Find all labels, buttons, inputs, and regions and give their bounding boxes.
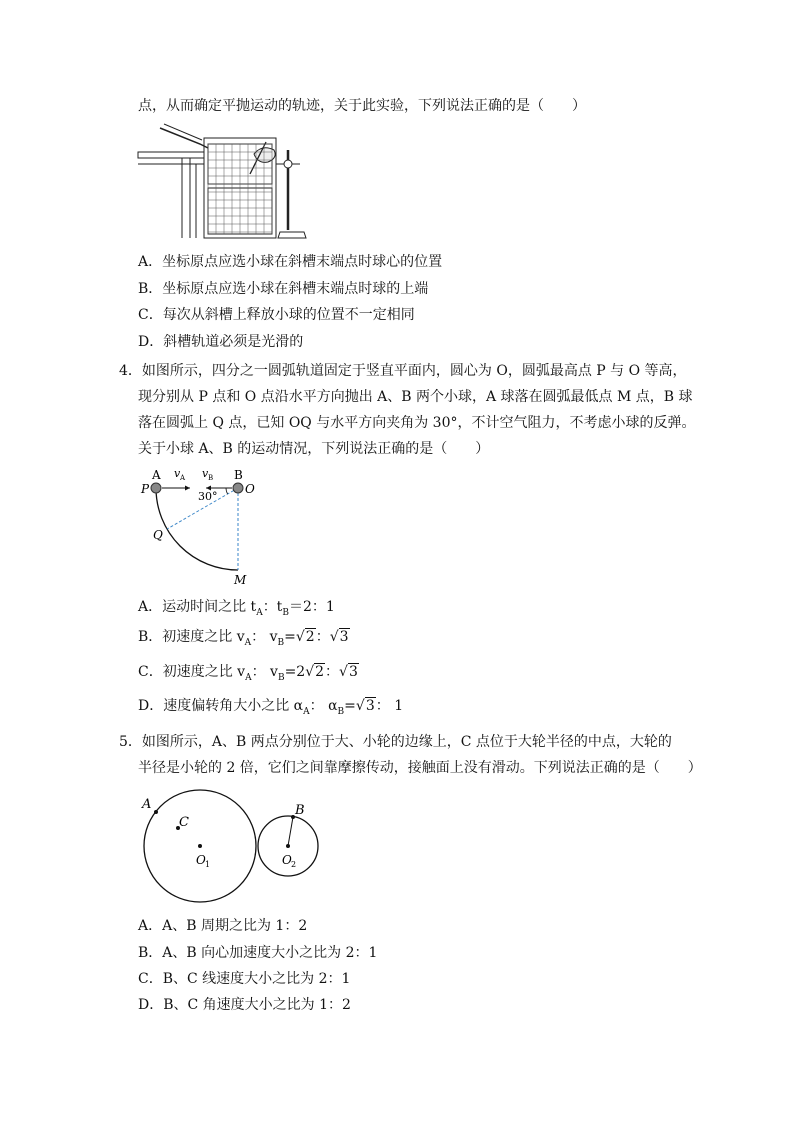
point-a xyxy=(154,810,158,814)
q5-option-b: B．A、B 向心加速度大小之比为 2：1 xyxy=(138,945,378,961)
q3-option-a: A．坐标原点应选小球在斜槽末端点时球心的位置 xyxy=(138,254,443,270)
label-p: P xyxy=(141,482,150,496)
arc-track xyxy=(156,488,238,570)
label-va-sub: A xyxy=(180,474,186,482)
q4-option-b: B．初速度之比 $v_A$： $v_B=√2$：√3 xyxy=(138,629,349,648)
label-c: C xyxy=(179,815,189,830)
label-o: O xyxy=(245,482,255,496)
label-q: Q xyxy=(153,528,163,542)
q4-stem-line-4: 关于小球 A、B 的运动情况，下列说法正确的是（ ） xyxy=(138,441,490,457)
label-a: A xyxy=(142,797,152,812)
label-angle: 30° xyxy=(198,490,218,503)
q4-option-d: D．速度偏转角大小之比 $\alpha_A$： $\alpha_B=√3$： 1 xyxy=(138,698,404,717)
radius-o2-b xyxy=(288,817,293,846)
label-a: A xyxy=(152,468,161,482)
center-o1 xyxy=(198,844,202,848)
q4-stem-line-3: 落在圆弧上 Q 点，已知 OQ 与水平方向夹角为 30°，不计空气阻力，不考虑小球的反弹。 xyxy=(138,415,696,431)
q4-option-a: A．运动时间之比 $t_A$：$t_B=2$：1 xyxy=(138,599,335,618)
q5-option-c: C．B、C 线速度大小之比为 2：1 xyxy=(138,971,351,987)
label-vb-sub: B xyxy=(208,474,214,482)
q4-arc-figure xyxy=(138,464,258,588)
angle-mark xyxy=(226,488,228,494)
q4-stem-line-1: 4．如图所示，四分之一圆弧轨道固定于竖直平面内，圆心为 O，圆弧最高点 P 与 O 等高， xyxy=(119,363,687,379)
q4-stem-line-2: 现分别从 P 点和 O 点沿水平方向抛出 A、B 两个小球，A 球落在圆弧最低点 M 点，B 球 xyxy=(138,389,693,405)
label-vb: v xyxy=(202,467,209,480)
q5-option-d: D．B、C 角速度大小之比为 1：2 xyxy=(138,997,351,1013)
q3-stem-tail: 点，从而确定平抛运动的轨迹，关于此实验，下列说法正确的是（ ） xyxy=(138,98,586,114)
ball-b xyxy=(233,483,243,493)
label-b: B xyxy=(295,803,305,818)
label-o1: O xyxy=(196,853,206,867)
q5-option-a: A．A、B 周期之比为 1：2 xyxy=(138,918,308,934)
center-o2 xyxy=(286,844,290,848)
q5-wheels-figure xyxy=(138,786,328,910)
label-b: B xyxy=(234,468,243,482)
label-va: v xyxy=(174,467,181,480)
label-o2-sub: 2 xyxy=(291,860,297,869)
label-o1-sub: 1 xyxy=(205,860,211,869)
q3-option-b: B．坐标原点应选小球在斜槽末端点时球的上端 xyxy=(138,281,429,297)
label-o2: O xyxy=(282,853,292,867)
q3-option-d: D．斜槽轨道必须是光滑的 xyxy=(138,334,304,350)
q5-stem-line-2: 半径是小轮的 2 倍，它们之间靠摩擦传动，接触面上没有滑动。下列说法正确的是（ ） xyxy=(138,760,702,776)
q3-option-c: C．每次从斜槽上释放小球的位置不一定相同 xyxy=(138,307,415,323)
label-m: M xyxy=(234,573,247,587)
q3-apparatus-figure xyxy=(138,122,338,244)
q5-stem-line-1: 5．如图所示，A、B 两点分别位于大、小轮的边缘上，C 点位于大轮半径的中点，大轮的 xyxy=(119,734,672,750)
q4-option-c: C．初速度之比 $v_A$： $v_B=2√2$：√3 xyxy=(138,664,358,683)
ball-a xyxy=(151,483,161,493)
